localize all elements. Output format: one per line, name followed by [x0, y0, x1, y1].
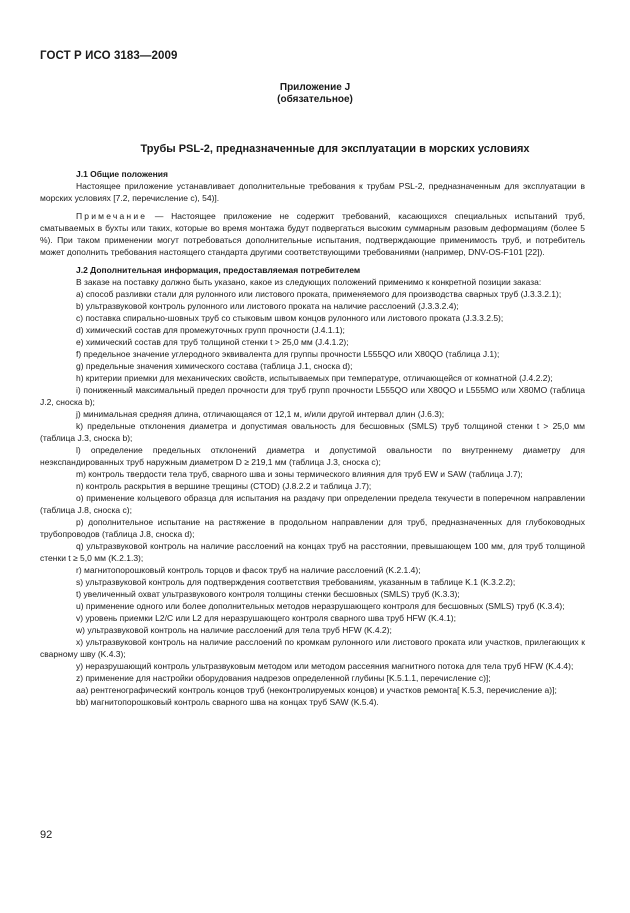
note-paragraph: [40, 210, 585, 258]
list-item: a) способ разливки стали для рулонного или листового проката, применяемого для производства сварных труб (J.3.3.2.1);: [76, 289, 562, 299]
annex-title: Трубы PSL-2, предназначенные для эксплуатации в морских условиях: [140, 143, 530, 155]
list-item: w) ультразвуковой контроль на наличие расслоений для тела труб HFW (K.4.2);: [76, 625, 392, 635]
note-label: Примечание: [76, 211, 148, 221]
running-head: ГОСТ Р ИСО 3183—2009: [40, 50, 178, 62]
list-item: s) ультразвуковой контроль для подтверждения соответствия требованиям, указанным в таблице K.1 (K.3.2.2);: [76, 577, 516, 587]
list-item: r) магнитопорошковый контроль торцов и фасок труб на наличие расслоений (K.2.1.4);: [76, 565, 421, 575]
section-heading-j2: J.2 Дополнительная информация, предоставляемая потребителем: [76, 265, 361, 275]
list-item: m) контроль твердости тела труб, сварного шва и зоны термического влияния для труб EW и SAW (таблица J.7);: [76, 469, 523, 479]
list-item: bb) магнитопорошковый контроль сварного шва на концах труб SAW (K.5.4).: [76, 697, 379, 707]
paragraph-j2-intro: В заказе на поставку должно быть указано, какое из следующих положений применимо к конкретной позиции заказа:: [76, 277, 542, 287]
list-item: y) неразрушающий контроль ультразвуковым методом или методом рассеяния магнитного потока для тела труб HFW (K.4.4);: [76, 661, 574, 671]
note-text: — Настоящее приложение не содержит требований, касающихся специальных испытаний труб, сматываемых в бухты или таких, которые во время монтажа будут подвергаться высоким суммарным разовым деформациям (более 5 %). При таком применении могут потребоваться дополнительные испытания, подтверждающие применимость труб, и потребитель может дополнить требования настоящего стандарта другими соответствующими требованиями (например, DNV-OS-F101 [22]).: [40, 211, 585, 257]
list-item: o) применение кольцевого образца для испытания на раздачу при определении предела текучести в поперечном направлении (таблица J.8, сноска c);: [40, 493, 585, 515]
section-heading-j1: J.1 Общие положения: [76, 169, 168, 179]
document-body: [40, 168, 585, 708]
list-item: q) ультразвуковой контроль на наличие расслоений на концах труб на расстоянии, превышающем 100 мм, для труб толщиной стенки t ≥ 5,0 мм (K.2.1.3);: [40, 541, 585, 563]
list-item: v) уровень приемки L2/C или L2 для неразрушающего контроля сварного шва труб HFW (K.4.1);: [76, 613, 456, 623]
list-item: h) критерии приемки для механических свойств, испытываемых при температуре, отличающейся от комнатной (J.4.2.2);: [76, 373, 553, 383]
list-item: b) ультразвуковой контроль рулонного или листового проката на наличие расслоений (J.3.3.2.4);: [76, 301, 459, 311]
requirements-list: [40, 288, 585, 708]
page-number: 92: [40, 829, 53, 841]
list-item: j) минимальная средняя длина, отличающаяся от 12,1 м, и/или другой интервал длин (J.6.3);: [76, 409, 445, 419]
list-item: u) применение одного или более дополнительных методов неразрушающего контроля для бесшовных (SMLS) труб (K.3.4);: [76, 601, 565, 611]
list-item: c) поставка спирально-шовных труб со стыковым швом концов рулонного или листового проката (J.3.3.2.5);: [76, 313, 504, 323]
list-item: k) предельные отклонения диаметра и допустимая овальность для бесшовных (SMLS) труб толщиной стенки t > 25,0 мм (таблица J.3, сноска b);: [40, 421, 585, 443]
list-item: d) химический состав для промежуточных групп прочности (J.4.1.1);: [76, 325, 345, 335]
annex-heading: [0, 82, 630, 106]
list-item: f) предельное значение углеродного эквивалента для группы прочности L555QO или X80QO (таблица J.1);: [76, 349, 500, 359]
list-item: z) применение для настройки оборудования надрезов определенной глубины [K.5.1.1, перечисление c)];: [76, 673, 491, 683]
list-item: p) дополнительное испытание на растяжение в продольном направлении для труб, предназначенных для глубоководных трубопроводов (таблица J.8, сноска d);: [40, 517, 585, 539]
list-item: n) контроль раскрытия в вершине трещины (CTOD) (J.8.2.2 и таблица J.7);: [76, 481, 372, 491]
list-item: g) предельные значения химического состава (таблица J.1, сноска d);: [76, 361, 353, 371]
annex-label: Приложение J: [279, 82, 351, 93]
list-item: t) увеличенный охват ультразвукового контроля толщины стенки бесшовных (SMLS) труб (K.3.3);: [76, 589, 460, 599]
list-item: e) химический состав для труб толщиной стенки t > 25,0 мм (J.4.1.2);: [76, 337, 349, 347]
list-item: x) ультразвуковой контроль на наличие расслоений по кромкам рулонного или листового проката или участков, прилегающих к сварному шву (K.4.3);: [40, 637, 585, 659]
annex-status: (обязательное): [277, 94, 353, 105]
paragraph-j1: Настоящее приложение устанавливает дополнительные требования к трубам PSL-2, предназначенным для эксплуатации в морских условиях [7.2, перечисление с), 54)].: [40, 181, 585, 203]
list-item: l) определение предельных отклонений диаметра и допустимой овальности по внутреннему диаметру для неэкспандированных труб наружным диаметром D ≥ 219,1 мм (таблица J.3, сноска c);: [40, 445, 585, 467]
list-item: aa) рентгенографический контроль концов труб (неконтролируемых концов) и участков ремонта[ K.5.3, перечисление a)];: [76, 685, 557, 695]
list-item: i) пониженный максимальный предел прочности для труб групп прочности L555QO или X80QO и L555MO или X80MO (таблица J.2, сноска b);: [40, 385, 585, 407]
